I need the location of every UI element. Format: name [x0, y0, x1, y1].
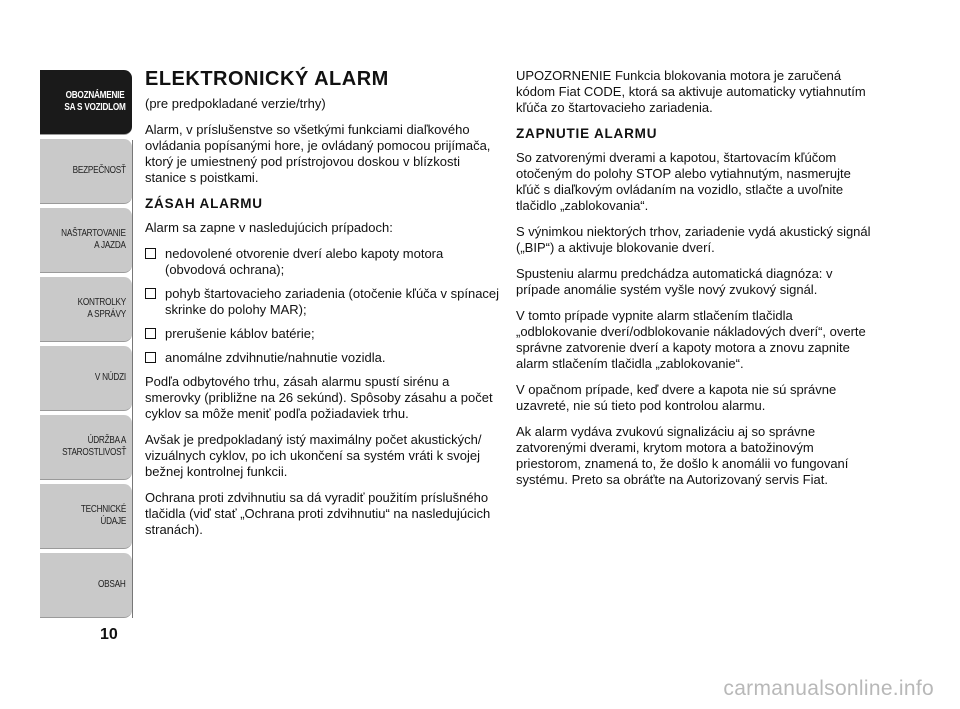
list-item-text: pohyb štartovacieho zariadenia (otočenie kľúča v spínacej skrinke do polohy MAR); [165, 286, 500, 317]
lead-paragraph: Alarm sa zapne v nasledujúcich prípadoch: [145, 220, 393, 235]
paragraph: V tomto prípade vypnite alarm stlačením tlačidla „odblokovanie dverí/odblokovanie nákladových dverí“, overte správne zatvorenie dverí a kapoty motora a znovu zapnite alarm stlačením tlačidla „zablokovanie“. [516, 308, 866, 371]
checkbox-bullet-icon [145, 328, 156, 339]
trigger-list [145, 246, 500, 366]
list-item [145, 246, 500, 278]
tab-label: BEZPEČNOSŤ [72, 165, 126, 176]
page-title: ELEKTRONICKÝ ALARM [145, 68, 389, 90]
right-column [516, 68, 876, 498]
tab-label: NAŠTARTOVANIE A JAZDA [61, 228, 126, 251]
tab-bezpecnost[interactable] [40, 139, 132, 204]
intro-paragraph: Alarm, v príslušenstve so všetkými funkciami diaľkového ovládania popísanými hore, je ovládaný pomocou prijímača, ktorý je umiestnený pod prístrojovou doskou v blízkosti stanice s poistkami. [145, 122, 491, 185]
tab-label: V NÚDZI [94, 372, 126, 383]
tab-label: ÚDRŽBA A STAROSTLIVOSŤ [61, 435, 126, 458]
tab-oboznamenie[interactable] [40, 70, 132, 135]
sidebar-divider [132, 140, 133, 618]
tab-kontrolky[interactable] [40, 277, 132, 342]
paragraph: Spusteniu alarmu predchádza automatická diagnóza: v prípade anomálie systém vyšle nový zvukový signál. [516, 266, 833, 297]
list-item-text: anomálne zdvihnutie/nahnutie vozidla. [165, 350, 386, 365]
paragraph: So zatvorenými dverami a kapotou, štartovacím kľúčom otočeným do polohy STOP alebo vytiahnutým, nasmerujte kľúč s diaľkovým ovládaním na vozidlo, stlačte a uvoľnite tlačidlo „zablokovania“. [516, 150, 851, 213]
checkbox-bullet-icon [145, 248, 156, 259]
list-item-text: nedovolené otvorenie dverí alebo kapoty motora (obvodová ochrana); [165, 246, 444, 277]
paragraph: S výnimkou niektorých trhov, zariadenie vydá akustický signál („BIP“) a aktivuje blokovanie dverí. [516, 224, 871, 255]
page-number: 10 [100, 626, 118, 643]
tab-v-nudzi[interactable] [40, 346, 132, 411]
list-item [145, 286, 500, 318]
tab-obsah[interactable] [40, 553, 132, 618]
tab-label: OBSAH [98, 579, 126, 590]
list-item-text: prerušenie káblov batérie; [165, 326, 315, 341]
section-heading-alarm-trigger: ZÁSAH ALARMU [145, 196, 263, 211]
tab-label: TECHNICKÉ ÚDAJE [80, 504, 126, 527]
list-item [145, 350, 500, 366]
section-heading-alarm-activation: ZAPNUTIE ALARMU [516, 126, 658, 141]
warning-note: UPOZORNENIE Funkcia blokovania motora je zaručená kódom Fiat CODE, ktorá sa aktivuje automaticky vytiahnutím kľúča zo štartovacieho zariadenia. [516, 68, 866, 115]
list-item [145, 326, 500, 342]
subtitle: (pre predpokladané verzie/trhy) [145, 96, 326, 111]
tab-udrzba[interactable] [40, 415, 132, 480]
tab-nastartovanie[interactable] [40, 208, 132, 273]
paragraph: Ak alarm vydáva zvukovú signalizáciu aj so správne zatvorenými dverami, krytom motora a batožinovým priestorom, znamená to, že došlo k anomálii vo fungovaní systému. Preto sa obráťte na Autorizovaný servis Fiat. [516, 424, 849, 487]
left-column [145, 66, 500, 548]
checkbox-bullet-icon [145, 352, 156, 363]
paragraph: Avšak je predpokladaný istý maximálny počet akustických/ vizuálnych cyklov, po ich ukončení sa systém vráti k svojej bežnej kontrolnej funkcii. [145, 432, 482, 479]
tab-technicke-udaje[interactable] [40, 484, 132, 549]
paragraph: Podľa odbytového trhu, zásah alarmu spustí sirénu a smerovky (približne na 26 sekúnd). Spôsoby zásahu a počet cyklov sa môže meniť podľa požiadaviek trhu. [145, 374, 493, 421]
paragraph: Ochrana proti zdvihnutiu sa dá vyradiť použitím príslušného tlačidla (viď stať „Ochrana proti zdvihnutiu“ na nasledujúcich stranách). [145, 490, 491, 537]
tab-label: KONTROLKY A SPRÁVY [77, 297, 126, 320]
paragraph: V opačnom prípade, keď dvere a kapota nie sú správne uzavreté, nie sú tieto pod kontrolou alarmu. [516, 382, 837, 413]
checkbox-bullet-icon [145, 288, 156, 299]
tab-label: OBOZNÁMENIE SA S VOZIDLOM [64, 90, 126, 113]
watermark: carmanualsonline.info [723, 677, 934, 700]
